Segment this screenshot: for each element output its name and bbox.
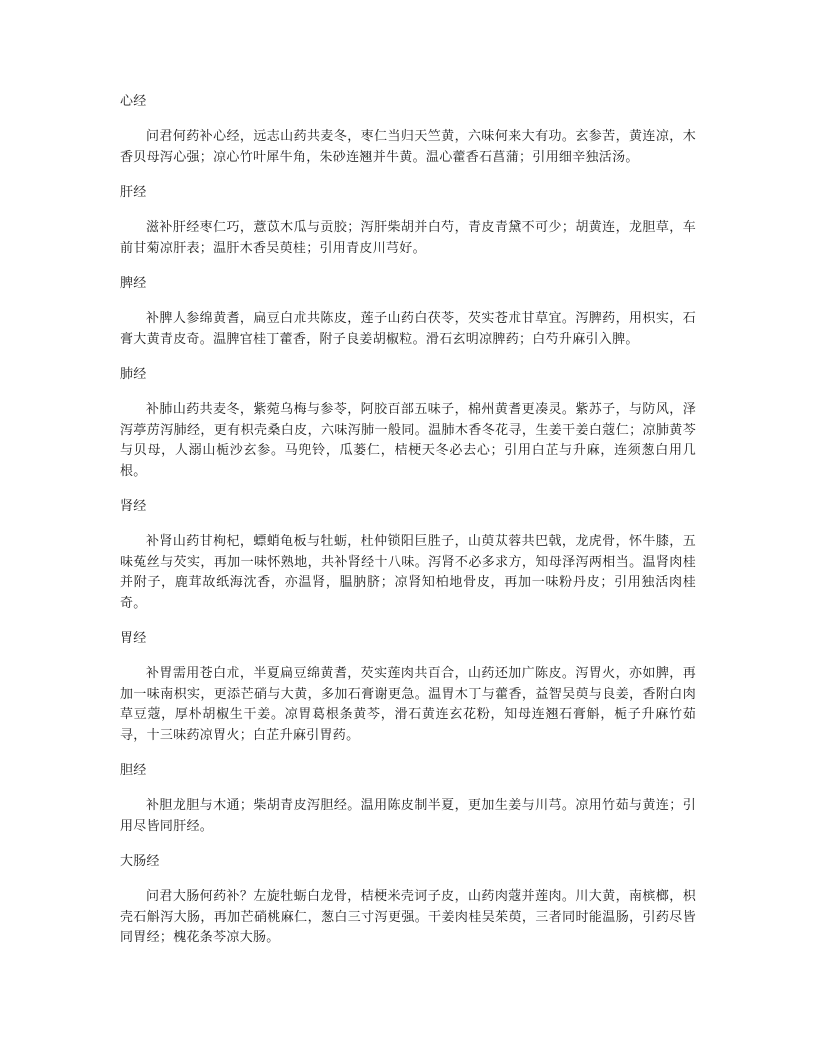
section-large-intestine-meridian bbox=[120, 852, 696, 949]
section-title: 肝经 bbox=[120, 185, 147, 200]
section-liver-meridian bbox=[120, 183, 696, 259]
document-page bbox=[120, 92, 696, 964]
section-title: 胆经 bbox=[120, 763, 147, 778]
section-paragraph: 补脾人参绵黄耆，扁豆白朮共陈皮，莲子山药白茯苓，芡实苍朮甘草宜。泻脾药，用枳实，石膏大黄青皮奇。温脾官桂丁藿香，附子良姜胡椒粒。滑石玄明凉脾药；白芍升麻引入脾。 bbox=[120, 311, 696, 347]
section-paragraph: 问君大肠何药补？左旋牡蛎白龙骨，桔梗米壳诃子皮，山药肉蔻并莲肉。川大黄，南槟榔，枳壳石斛泻大肠，再加芒硝桃麻仁，葱白三寸泻更强。干姜肉桂吴茱萸，三者同时能温肠，引药尽皆同胃经；槐花条芩凉大肠。 bbox=[120, 889, 696, 945]
section-paragraph: 补肺山药共麦冬，紫菀乌梅与参苓，阿胶百部五味子，棉州黄耆更凑灵。紫苏子，与防风，泽泻葶苈泻肺经，更有枳壳桑白皮，六味泻肺一般同。温肺木香冬花寻，生姜干姜白蔻仁；凉肺黄芩与贝母，人溺山栀沙玄参。马兜铃，瓜蒌仁，桔梗天冬必去心；引用白芷与升麻，连须葱白用几根。 bbox=[120, 402, 696, 479]
section-gallbladder-meridian bbox=[120, 761, 696, 837]
section-title: 胃经 bbox=[120, 631, 147, 646]
section-kidney-meridian bbox=[120, 497, 696, 614]
section-lung-meridian bbox=[120, 365, 696, 482]
section-paragraph: 补胃需用苍白朮，半夏扁豆绵黄耆，芡实莲肉共百合，山药还加广陈皮。泻胃火，亦如脾，再加一味南枳实，更添芒硝与大黄，多加石膏谢更急。温胃木丁与藿香，益智吴萸与良姜，香附白肉草豆蔻，厚朴胡椒生干姜。凉胃葛根条黄芩，滑石黄连玄花粉，知母连翘石膏斛，栀子升麻竹茹寻，十三味药凉胃火；白芷升麻引胃药。 bbox=[120, 666, 696, 743]
section-title: 肺经 bbox=[120, 367, 147, 382]
section-paragraph: 补胆龙胆与木通；柴胡青皮泻胆经。温用陈皮制半夏，更加生姜与川芎。凉用竹茹与黄连；引用尽皆同肝经。 bbox=[120, 798, 696, 834]
section-paragraph: 问君何药补心经，远志山药共麦冬，枣仁当归天竺黄，六味何来大有功。玄参苦，黄连凉，木香贝母泻心强；凉心竹叶犀牛角，朱砂连翘并牛黄。温心藿香石菖蒲；引用细辛独活汤。 bbox=[120, 129, 696, 165]
section-spleen-meridian bbox=[120, 274, 696, 350]
section-stomach-meridian bbox=[120, 629, 696, 746]
section-paragraph: 补肾山药甘枸杞，螵蛸龟板与牡蛎，杜仲锁阳巨胜子，山萸苁蓉共巴戟，龙虎骨，怀牛膝，五味菟丝与芡实，再加一味怀熟地，共补肾经十八味。泻肾不必多求方，知母泽泻两相当。温肾肉桂并附子，鹿茸故纸海沈香，亦温肾，腽肭脐；凉肾知柏地骨皮，再加一味粉丹皮；引用独活肉桂奇。 bbox=[120, 534, 696, 611]
section-title: 大肠经 bbox=[120, 854, 160, 869]
section-paragraph: 滋补肝经枣仁巧，薏苡木瓜与贡胶；泻肝柴胡并白芍，青皮青黛不可少；胡黄连，龙胆草，车前甘菊凉肝表；温肝木香吴萸桂；引用青皮川芎好。 bbox=[120, 220, 696, 256]
section-heart-meridian bbox=[120, 92, 696, 168]
section-title: 肾经 bbox=[120, 499, 147, 514]
section-title: 脾经 bbox=[120, 276, 147, 291]
section-title: 心经 bbox=[120, 94, 147, 109]
